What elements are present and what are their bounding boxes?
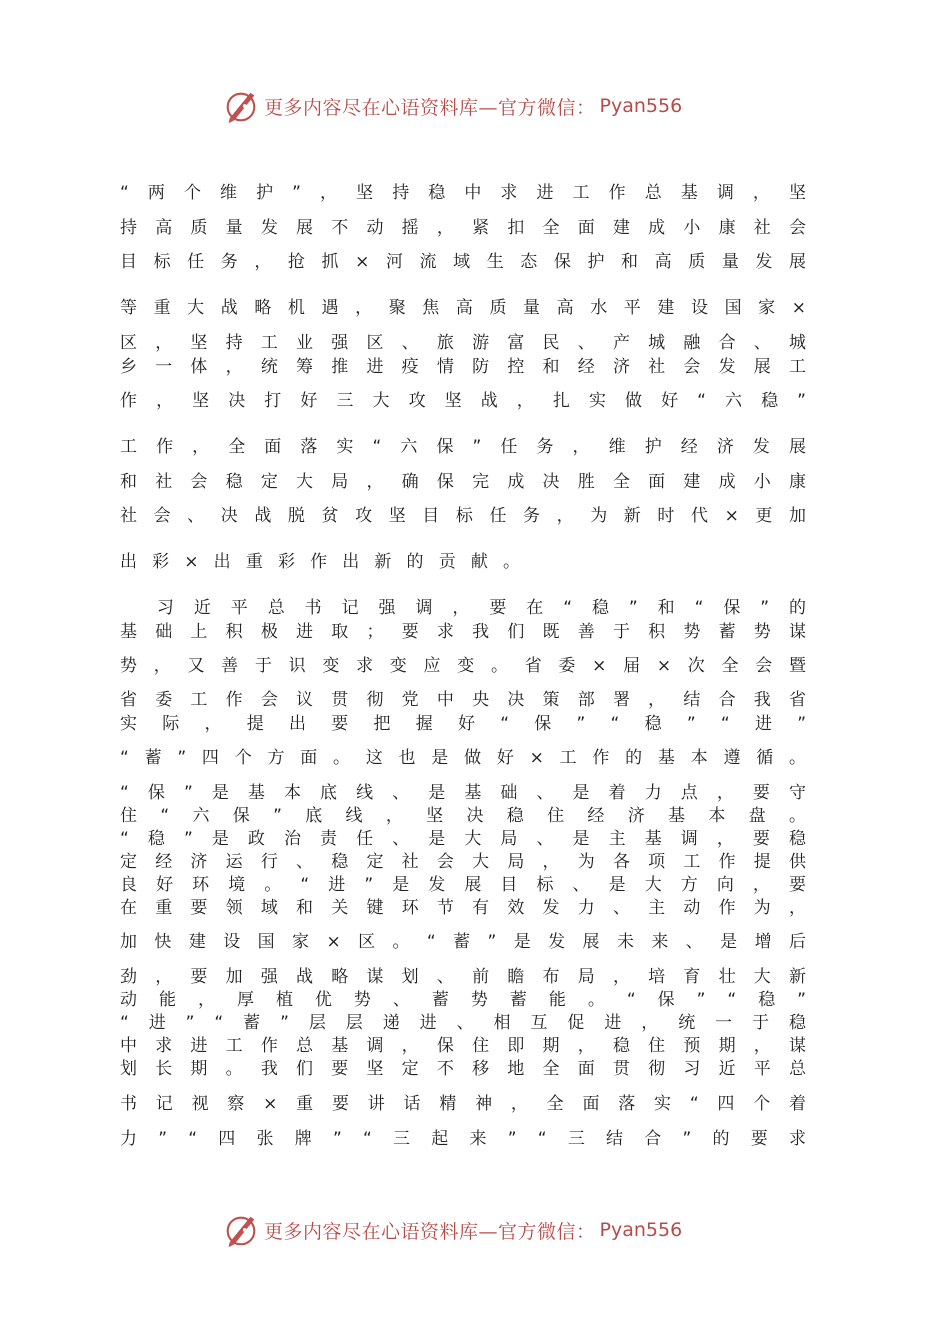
text-line: 习近平总书记强调，要在“稳”和“保”的: [120, 598, 826, 618]
text-line: 社会、决战脱贫攻坚目标任务，为新时代×更加: [120, 506, 823, 526]
text-line: 住“六保”底线，坚决稳住经济基本盘。: [120, 806, 830, 826]
text-line: “稳”是政治责任、是大局、是主基调，要稳: [120, 829, 826, 849]
watermark-wechat-id: Pyan556: [599, 95, 683, 117]
text-line: 持高质量发展不动摇，紧扣全面建成小康社会: [120, 218, 825, 238]
text-line: 实际，提出要把握好“保”“稳”“进”: [120, 714, 832, 734]
text-line: 等重大战略机遇，聚焦高质量高水平建设国家×: [120, 298, 823, 318]
text-line: 划长期。我们要坚定不移地全面贯彻习近平总: [120, 1059, 825, 1079]
text-line: 加快建设国家×区。“蓄”是发展未来、是增后: [120, 932, 824, 952]
text-line: 中求进工作总基调，保住即期，稳住预期，谋: [120, 1036, 825, 1056]
text-line: “保”是基本底线、是基础、是着力点，要守: [120, 783, 826, 803]
watermark-wechat-id: Pyan556: [599, 1219, 683, 1241]
footer-watermark-banner: [222, 1210, 682, 1250]
text-line: “蓄”四个方面。这也是做好×工作的基本遵循。: [120, 748, 822, 768]
text-line: 和社会稳定大局，确保完成决胜全面建成小康: [120, 472, 825, 492]
text-line: 在重要领域和关键环节有效发力、主动作为，: [120, 898, 825, 918]
text-line: 劲，要加强战略谋划、前瞻布局，培育壮大新: [120, 967, 825, 987]
pen-nib-circle-icon: [222, 1211, 260, 1249]
watermark-text: 更多内容尽在心语资料库—官方微信：: [264, 96, 596, 119]
text-line: 良好环境。“进”是发展目标、是大方向，要: [120, 875, 826, 895]
text-line: 省委工作会议贯彻党中央决策部署，结合我省: [120, 690, 825, 710]
text-line: 势，又善于识变求变应变。省委×届×次全会暨: [120, 656, 823, 676]
text-line: 书记视察×重要讲话精神，全面落实“四个着: [120, 1094, 825, 1114]
watermark-text: 更多内容尽在心语资料库—官方微信：: [264, 1220, 596, 1243]
text-line: 动能，厚植优势、蓄势蓄能。“保”“稳”: [120, 990, 828, 1010]
text-line: “进”“蓄”层层递进、相互促进，统一于稳: [120, 1013, 826, 1033]
text-line: 目标任务，抢抓×河流域生态保护和高质量发展: [120, 252, 823, 272]
text-line: 乡一体，统筹推进疫情防控和经济社会发展工: [120, 357, 825, 377]
text-line: 力”“四张牌”“三起来”“三结合”的要求: [120, 1129, 828, 1149]
text-line: 定经济运行、稳定社会大局，为各项工作提供: [120, 852, 825, 872]
text-line: 作，坚决打好三大攻坚战，扎实做好“六稳”: [120, 391, 826, 411]
text-line: 基础上积极进取；要求我们既善于积势蓄势谋: [120, 622, 825, 642]
text-line: 工作，全面落实“六保”任务，维护经济发展: [120, 437, 826, 457]
text-line: 出彩×出重彩作出新的贡献。: [120, 552, 536, 572]
text-line: “两个维护”，坚持稳中求进工作总基调，坚: [120, 183, 826, 203]
text-line: 区，坚持工业强区、旅游富民、产城融合、城: [120, 333, 825, 353]
